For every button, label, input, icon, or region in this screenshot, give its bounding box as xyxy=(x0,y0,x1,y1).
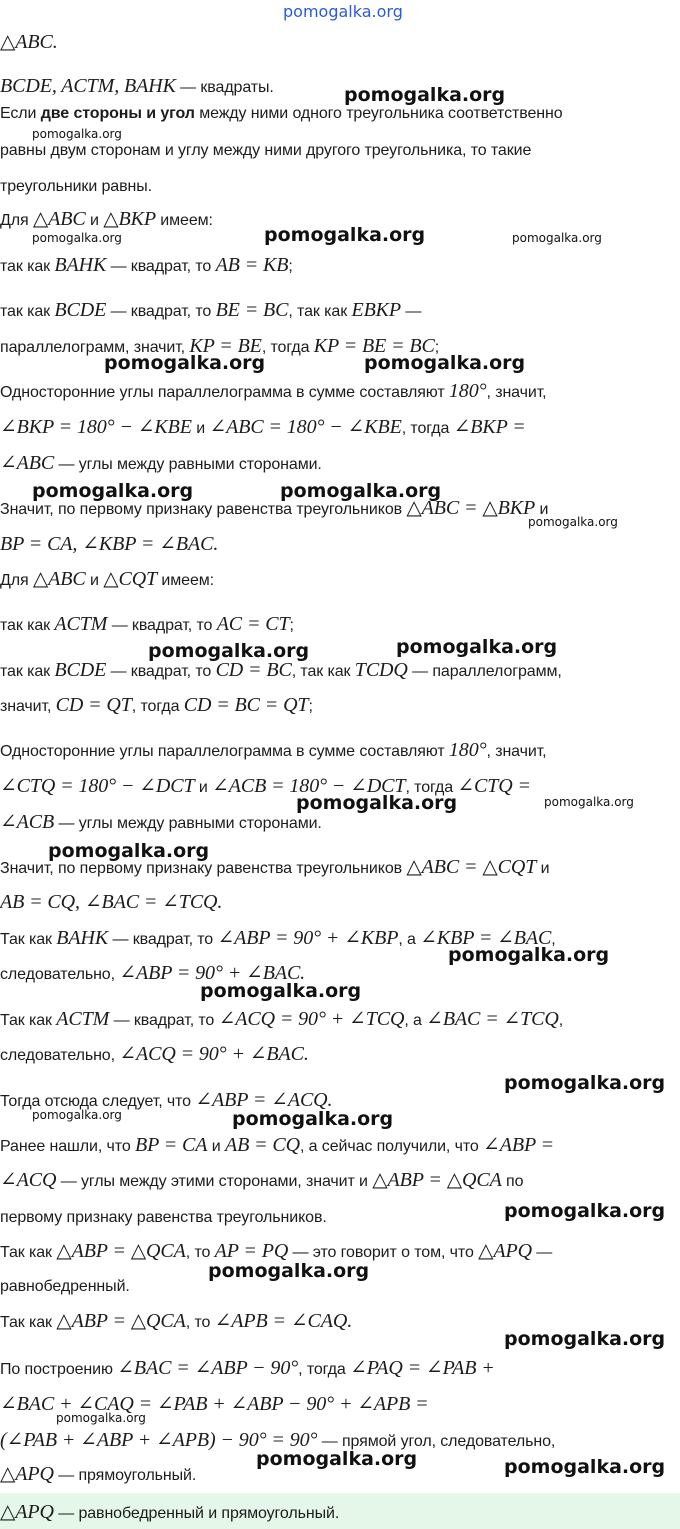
math-expression: △ABP = △QCA xyxy=(56,1310,186,1332)
watermark: pomogalka.org xyxy=(32,127,122,141)
text-span: и xyxy=(207,1138,225,1155)
watermark: pomogalka.org xyxy=(264,224,426,246)
text-span: , так как xyxy=(288,303,352,320)
text-line xyxy=(0,892,680,914)
text-span: так как xyxy=(0,258,55,275)
text-span: по xyxy=(501,1173,524,1190)
text-span: — квадрат, то xyxy=(109,1012,219,1029)
text-line xyxy=(0,177,680,197)
text-span: — прямой угол, следовательно, xyxy=(317,1433,556,1450)
text-span: , тогда xyxy=(261,339,314,356)
math-expression: CD = QT xyxy=(55,694,132,716)
math-expression: AP = PQ xyxy=(214,1240,289,1262)
text-span: Если xyxy=(0,105,41,122)
text-span: и xyxy=(535,501,549,518)
text-span: — углы между равными сторонами. xyxy=(54,456,322,473)
watermark: pomogalka.org xyxy=(528,515,618,529)
text-span: Так как xyxy=(0,1314,57,1331)
watermark: pomogalka.org xyxy=(32,231,122,245)
math-expression: (∠PAB + ∠ABP + ∠APB) − 90° = 90° xyxy=(0,1429,318,1451)
text-span: , то xyxy=(185,1314,215,1331)
text-span: следовательно, xyxy=(0,1047,120,1064)
text-span: , тогда xyxy=(405,779,458,796)
watermark: pomogalka.org xyxy=(396,636,558,658)
text-span: так как xyxy=(0,663,55,680)
text-line xyxy=(0,300,680,322)
text-span: — xyxy=(531,1244,553,1261)
math-expression: △ABP = △QCA xyxy=(56,1240,186,1262)
text-span: — углы между равными сторонами. xyxy=(54,815,322,832)
math-expression: ∠PAQ = ∠PAB + xyxy=(350,1357,495,1379)
text-line xyxy=(0,534,680,556)
text-line xyxy=(0,76,680,98)
text-line xyxy=(0,453,680,475)
text-span: Для xyxy=(0,212,33,229)
watermark: pomogalka.org xyxy=(104,352,266,374)
math-expression: EBKP xyxy=(351,299,402,321)
text-span: Ранее нашли, что xyxy=(0,1138,135,1155)
math-expression: CD = BC xyxy=(215,659,292,681)
text-span: первому признаку равенства треугольников. xyxy=(0,1209,327,1226)
math-expression: ∠ABP = 90° + ∠KBP xyxy=(217,927,399,949)
math-expression: △BKP xyxy=(103,208,156,230)
text-span: , значит, xyxy=(486,384,547,401)
math-expression: ∠APB = ∠CAQ. xyxy=(214,1310,353,1332)
text-span: имеем: xyxy=(157,572,215,589)
text-span: Односторонние углы параллелограмма в сумме составляют xyxy=(0,384,449,401)
text-line xyxy=(0,32,680,54)
text-span: значит, xyxy=(0,698,56,715)
watermark: pomogalka.org xyxy=(148,640,310,662)
text-span: — квадрат, то xyxy=(107,617,217,634)
math-expression: 180° xyxy=(448,739,487,761)
text-span: Так как xyxy=(0,1012,57,1029)
text-span: равны двум сторонам и углу между ними другого треугольника, то такие xyxy=(0,142,532,159)
text-span: — углы между этими сторонами, значит и xyxy=(56,1173,373,1190)
text-span: треугольники равны. xyxy=(0,178,152,195)
text-line xyxy=(0,1358,680,1380)
math-expression: ACTM xyxy=(54,613,108,635)
text-line xyxy=(0,417,680,439)
math-expression: ∠BAC = ∠ABP − 90° xyxy=(117,1357,299,1379)
math-expression: AB = CQ, ∠BAC = ∠TCQ. xyxy=(0,891,223,913)
text-span: По построению xyxy=(0,1361,118,1378)
math-expression: ∠ACQ = 90° + ∠TCQ xyxy=(218,1008,405,1030)
answer-box xyxy=(0,1493,680,1529)
text-line xyxy=(0,660,680,682)
text-line xyxy=(0,104,680,124)
math-expression: △ABC xyxy=(32,208,86,230)
text-span: параллелограмм, значит, xyxy=(0,339,190,356)
watermark: pomogalka.org xyxy=(344,84,506,106)
text-span: — равнобедренный и прямоугольный. xyxy=(53,1505,340,1522)
watermark: pomogalka.org xyxy=(48,840,210,862)
text-line xyxy=(0,1135,680,1157)
math-expression: ∠BKP = xyxy=(453,416,526,438)
watermark: pomogalka.org xyxy=(280,480,442,502)
math-expression: ∠CTQ = xyxy=(457,775,531,797)
watermark-top-link[interactable]: pomogalka.org xyxy=(283,2,403,21)
answer-line xyxy=(0,1502,680,1524)
math-expression: BAHK xyxy=(56,927,109,949)
text-line xyxy=(0,381,680,403)
text-span: Значит, по первому признаку равенства треугольников xyxy=(0,501,407,518)
text-line xyxy=(0,255,680,277)
text-span: , xyxy=(558,1012,564,1029)
text-span: ; xyxy=(289,617,294,634)
math-expression: AB = CQ xyxy=(224,1134,300,1156)
text-line xyxy=(0,614,680,636)
text-span: и xyxy=(536,860,550,877)
text-span: Так как xyxy=(0,1244,57,1261)
math-expression: BE = BC xyxy=(215,299,289,321)
math-expression: KP = BE = BC xyxy=(313,335,435,357)
math-expression: ∠ACQ xyxy=(0,1169,57,1191)
text-span: , а xyxy=(398,931,421,948)
text-span: и xyxy=(194,779,213,796)
text-line xyxy=(0,1009,680,1031)
text-span: и xyxy=(85,212,104,229)
text-span: , xyxy=(551,931,556,948)
math-expression: BP = CA, ∠KBP = ∠BAC. xyxy=(0,533,219,555)
text-line xyxy=(0,812,680,834)
text-span: , а xyxy=(404,1012,427,1029)
math-expression: AB = KB xyxy=(215,254,289,276)
text-line xyxy=(0,569,680,591)
watermark: pomogalka.org xyxy=(512,231,602,245)
text-line xyxy=(0,336,680,358)
text-span: и xyxy=(191,420,210,437)
math-expression: ∠ABP = ∠ACQ. xyxy=(195,1089,333,1111)
text-span: , а сейчас получили, что xyxy=(299,1138,484,1155)
text-span: следовательно, xyxy=(0,966,120,983)
watermark: pomogalka.org xyxy=(504,1072,666,1094)
text-span: — квадраты. xyxy=(175,79,274,96)
math-expression: BCDE xyxy=(54,659,107,681)
text-span: — xyxy=(401,303,422,320)
watermark: pomogalka.org xyxy=(504,1200,666,1222)
text-span: ; xyxy=(288,258,293,275)
math-expression: ∠BAC + ∠CAQ = ∠PAB + ∠ABP − 90° + ∠APB = xyxy=(0,1393,429,1415)
text-span: , тогда xyxy=(401,420,454,437)
watermark: pomogalka.org xyxy=(448,944,610,966)
text-span: Односторонние углы параллелограмма в сумме составляют xyxy=(0,743,449,760)
text-span: между ними одного треугольника соответственно xyxy=(194,105,563,122)
math-expression: ∠BAC = ∠TCQ xyxy=(426,1008,559,1030)
math-expression: ∠ACQ = 90° + ∠BAC. xyxy=(119,1043,309,1065)
watermark: pomogalka.org xyxy=(32,1108,122,1122)
math-expression: BP = CA xyxy=(134,1134,208,1156)
text-span: Тогда отсюда следует, что xyxy=(0,1093,196,1110)
math-expression: CD = BC = QT xyxy=(183,694,309,716)
watermark: pomogalka.org xyxy=(32,480,194,502)
text-span: — прямоугольный. xyxy=(53,1467,197,1484)
text-span: так как xyxy=(0,617,55,634)
watermark: pomogalka.org xyxy=(208,1260,370,1282)
text-span: ; xyxy=(308,698,313,715)
text-span: равнобедренный. xyxy=(0,1278,130,1295)
text-span: так как xyxy=(0,303,55,320)
watermark: pomogalka.org xyxy=(296,792,458,814)
text-span: , то xyxy=(185,1244,215,1261)
watermark: pomogalka.org xyxy=(364,352,526,374)
watermark: pomogalka.org xyxy=(544,795,634,809)
watermark: pomogalka.org xyxy=(256,1448,418,1470)
math-expression: ∠KBP = ∠BAC xyxy=(420,927,552,949)
watermark: pomogalka.org xyxy=(56,1411,146,1425)
watermark: pomogalka.org xyxy=(200,980,362,1002)
text-span: Для xyxy=(0,572,33,589)
math-expression: △APQ xyxy=(478,1240,532,1262)
math-expression: △ABC. xyxy=(0,31,58,53)
math-expression: ∠CTQ = 180° − ∠DCT xyxy=(0,775,195,797)
math-expression: △ABC = △CQT xyxy=(406,856,537,878)
math-expression: ∠BKP = 180° − ∠KBE xyxy=(0,416,192,438)
text-span: , тогда xyxy=(298,1361,351,1378)
text-span: — квадрат, то xyxy=(106,258,216,275)
math-expression: △APQ xyxy=(0,1501,54,1523)
bold-text: две стороны и угол xyxy=(40,105,195,122)
text-line xyxy=(0,141,680,161)
watermark: pomogalka.org xyxy=(232,1108,394,1130)
math-expression: BCDE xyxy=(54,299,107,321)
text-span: — квадрат, то xyxy=(106,663,216,680)
math-expression: TCDQ xyxy=(354,659,408,681)
text-line xyxy=(0,1044,680,1066)
math-expression: △CQT xyxy=(103,568,158,590)
math-expression: AC = CT xyxy=(216,613,290,635)
math-expression: ∠ABC xyxy=(0,452,55,474)
text-span: Значит, по первому признаку равенства треугольников xyxy=(0,860,407,877)
math-expression: △ABP = △QCA xyxy=(372,1169,502,1191)
math-expression: ∠ABP = xyxy=(483,1134,554,1156)
math-expression: BCDE, ACTM, BAHK xyxy=(0,75,176,97)
math-expression: BAHK xyxy=(54,254,107,276)
math-expression: ∠ACB = 180° − ∠DCT xyxy=(212,775,406,797)
math-expression: △APQ xyxy=(0,1463,54,1485)
text-span: , так как xyxy=(291,663,355,680)
text-span: — это говорит о том, что xyxy=(288,1244,479,1261)
watermark: pomogalka.org xyxy=(504,1456,666,1478)
text-line xyxy=(0,1170,680,1192)
watermark: pomogalka.org xyxy=(504,1328,666,1350)
text-span: и xyxy=(85,572,104,589)
text-span: — параллелограмм, xyxy=(407,663,562,680)
math-expression: ∠ABC = 180° − ∠KBE xyxy=(209,416,402,438)
text-span: — квадрат, то xyxy=(108,931,218,948)
text-span: , тогда xyxy=(131,698,184,715)
text-line xyxy=(0,695,680,717)
math-expression: △ABC xyxy=(32,568,86,590)
math-expression: KP = BE xyxy=(189,335,262,357)
text-span: , значит, xyxy=(486,743,547,760)
text-span: — квадрат, то xyxy=(106,303,216,320)
text-span: имеем: xyxy=(155,212,213,229)
math-expression: △ABC = △BKP xyxy=(406,497,536,519)
math-expression: ACTM xyxy=(56,1008,110,1030)
math-expression: ∠ABP = 90° + ∠BAC. xyxy=(119,962,306,984)
math-expression: 180° xyxy=(448,380,487,402)
text-span: Так как xyxy=(0,931,57,948)
text-span: ; xyxy=(434,339,440,356)
text-line xyxy=(0,740,680,762)
math-expression: ∠ACB xyxy=(0,811,55,833)
